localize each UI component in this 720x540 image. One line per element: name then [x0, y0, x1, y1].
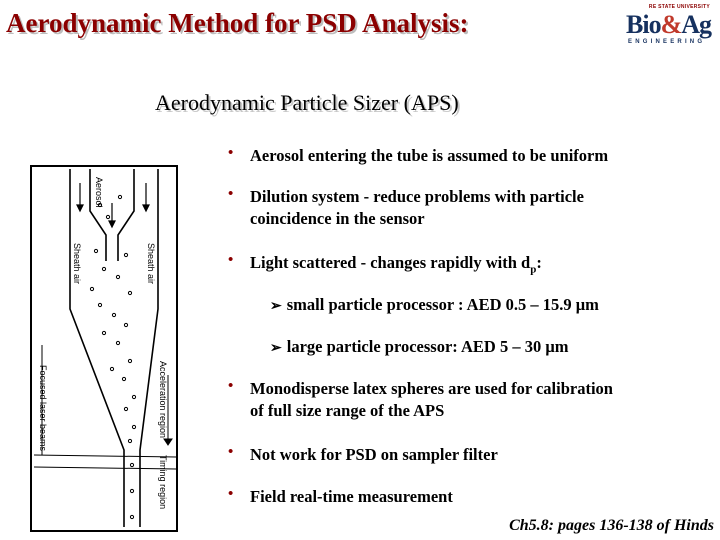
aerosol-label: Aerosol: [94, 177, 104, 208]
bullet-dot: •: [228, 145, 234, 161]
bullet-dot: •: [228, 486, 234, 502]
sheath-air-right-label: Sheath air: [146, 243, 156, 285]
slide-subtitle: Aerodynamic Particle Sizer (APS): [155, 90, 459, 115]
timing-region-label: Timing region: [158, 455, 168, 510]
bullet-item: • Light scattered - changes rapidly with $d_p$:: [228, 252, 542, 276]
subbullet-item: ➢ small particle processor : AED 0.5 – 15.9 μm: [270, 295, 599, 314]
laser-beam-2: [34, 467, 176, 469]
laser-beams-label: Focused laser beams: [38, 365, 48, 452]
bullet-item: • Not work for PSD on sampler filter: [228, 444, 498, 464]
bullet-item: • Field real-time measurement: [228, 486, 453, 506]
laser-beam-1: [34, 455, 176, 457]
arrow-icon: ➢: [270, 341, 282, 356]
reference-note: Ch5.8: pages 136-138 of Hinds: [509, 517, 714, 534]
diagram-frame: [31, 166, 177, 531]
subscript-p: p: [530, 263, 537, 276]
logo-engineering-text: ENGINEERING: [628, 39, 706, 45]
bullet-item: • Aerosol entering the tube is assumed to be uniform: [228, 145, 609, 165]
slide-title: Aerodynamic Method for PSD Analysis:: [6, 8, 469, 38]
bullet-item: • Dilution system - reduce problems with particle coincidence in the sensor: [228, 186, 584, 228]
bullet-item: • Monodisperse latex spheres are used for calibration of full size range of the APS: [228, 378, 613, 420]
acceleration-region-label: Acceleration region: [158, 361, 168, 439]
sheath-air-left-label: Sheath air: [72, 243, 82, 285]
bullet-dot: •: [228, 378, 234, 394]
logo-university-text: RE STATE UNIVERSITY: [648, 4, 710, 10]
aps-diagram: [30, 165, 178, 532]
bullet-dot: •: [228, 444, 234, 460]
arrow-icon: ➢: [270, 299, 282, 314]
inner-tube-right-wall: [118, 169, 134, 261]
subbullet-item: ➢ large particle processor: AED 5 – 30 μm: [270, 337, 569, 356]
bullet-dot: •: [228, 252, 234, 268]
logo-mark: Bio&Ag: [626, 10, 712, 39]
bio-ag-engineering-logo: [596, 4, 718, 50]
outer-tube-right-wall: [140, 169, 158, 527]
bullet-dot: •: [228, 186, 234, 202]
